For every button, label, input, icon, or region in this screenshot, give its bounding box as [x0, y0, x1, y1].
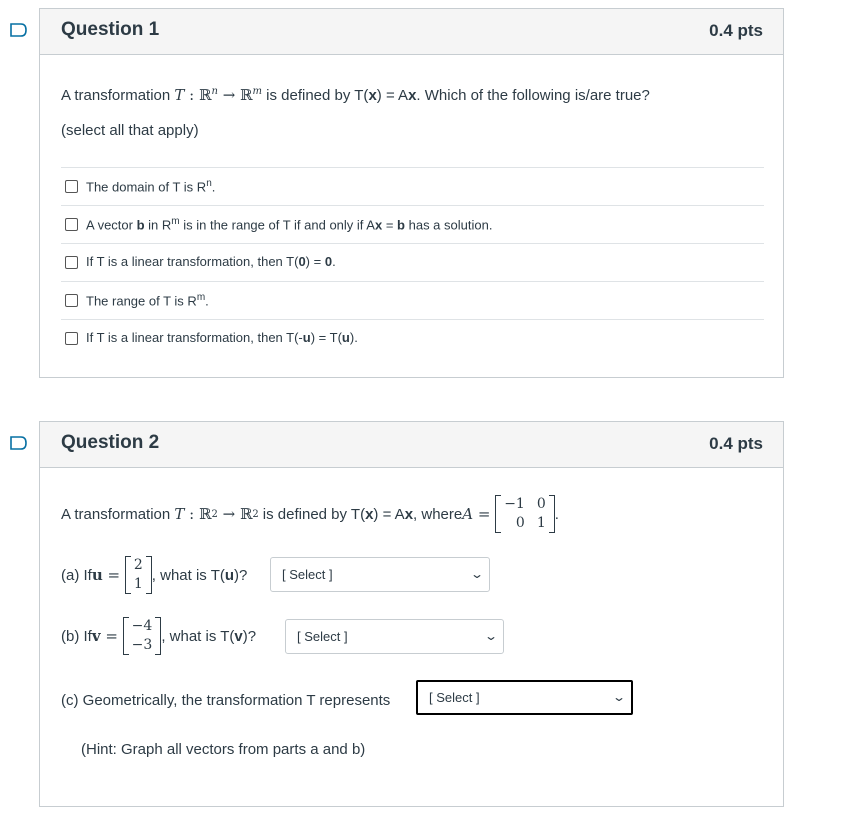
- answer-option[interactable]: [61, 206, 764, 244]
- hint-text: (Hint: Graph all vectors from parts a and b): [81, 741, 366, 758]
- part-a: (a) If u = 2 1 , what is T( u )?: [61, 557, 248, 592]
- answer-checkbox[interactable]: [65, 218, 78, 231]
- answer-option[interactable]: [61, 282, 764, 320]
- question-title: Question 1: [61, 19, 160, 40]
- vector-u: 2 1: [125, 556, 152, 594]
- question-points: 0.4 pts: [709, 21, 763, 40]
- question-points: 0.4 pts: [709, 434, 763, 453]
- answer-label: A vector b in $R^m$ is in the range of T if and only if Ax = b has a solution.: [86, 216, 493, 233]
- chevron-down-icon: ⌄: [469, 567, 485, 581]
- answer-label: If T is a linear transformation, then T(0) = 0.: [86, 254, 336, 269]
- answer-list: [61, 167, 764, 357]
- answer-checkbox[interactable]: [65, 256, 78, 269]
- question-prompt: A transformation T : ℝ$^n$ → ℝ$^m$ is defined by T(x) = Ax. Which of the following is/are true?: [61, 86, 650, 104]
- answer-option[interactable]: [61, 168, 764, 206]
- select-dropdown-a[interactable]: [ Select ] ⌄: [270, 557, 490, 592]
- answer-label: If T is a linear transformation, then T(-u) = T(u).: [86, 330, 358, 345]
- select-dropdown-b[interactable]: [ Select ] ⌄: [285, 619, 504, 654]
- answer-checkbox[interactable]: [65, 294, 78, 307]
- flag-icon[interactable]: [10, 436, 28, 450]
- matrix-a: −1 0 0 1: [495, 495, 555, 533]
- answer-checkbox[interactable]: [65, 332, 78, 345]
- question-2: [39, 421, 784, 807]
- question-header: [40, 9, 783, 55]
- question-1: [39, 8, 784, 378]
- part-b: (b) If v = −4 −3 , what is T( v )?: [61, 618, 257, 653]
- chevron-down-icon: ⌄: [611, 690, 627, 704]
- part-c: (c) Geometrically, the transformation T represents: [61, 692, 391, 709]
- select-dropdown-c[interactable]: [ Select ] ⌄: [416, 680, 633, 715]
- question-header: [40, 422, 783, 468]
- answer-option[interactable]: [61, 244, 764, 282]
- select-all-note: (select all that apply): [61, 122, 199, 139]
- chevron-down-icon: ⌄: [483, 629, 499, 643]
- question-prompt: A transformation T : ℝ 2 → ℝ 2 is defined by T( x ) = A x , where A = −1 0 0 1 .: [61, 496, 559, 531]
- flag-icon[interactable]: [10, 23, 28, 37]
- answer-checkbox[interactable]: [65, 180, 78, 193]
- answer-label: The domain of T is $R^n$.: [86, 178, 216, 195]
- answer-label: The range of T is $R^m$.: [86, 292, 209, 309]
- question-title: Question 2: [61, 432, 160, 453]
- answer-option[interactable]: [61, 320, 764, 357]
- vector-v: −4 −3: [123, 617, 162, 655]
